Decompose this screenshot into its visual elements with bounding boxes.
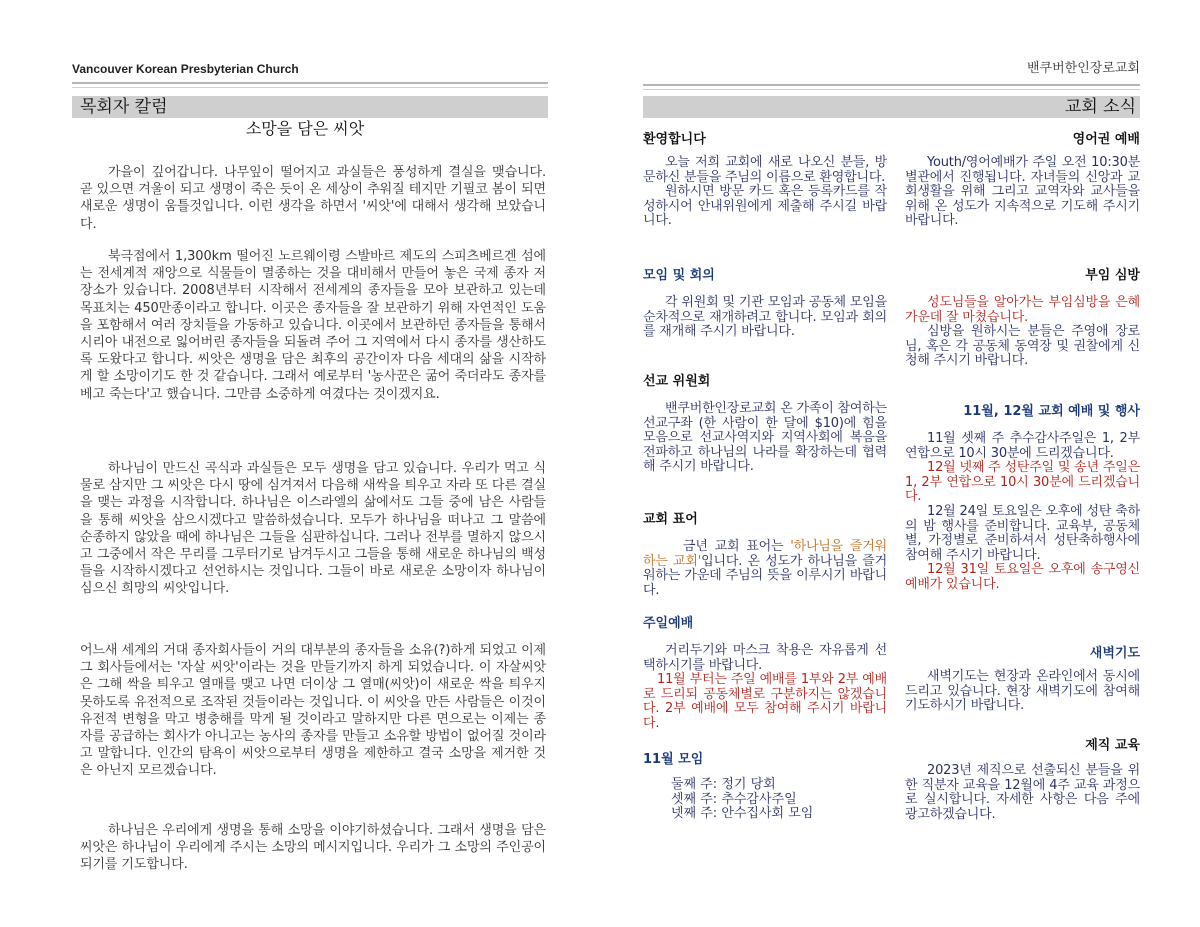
news-heading: 영어권 예배 [1072,132,1140,147]
news-heading: 11월 모임 [643,752,704,767]
paragraph-2: 북극점에서 1,300km 떨어진 노르웨이령 스발바르 제도의 스피츠베르겐 섬에는 전세계적 재앙으로 식물들이 멸종하는 것을 대비해서 만들어 놓은 국제 종자 저장소가 있습니다. 2008년부터 시작해서 전세계의 종자들을 모아 보관하고 있는데 목표치는 450만종이라고 합니다. 이곳은 종자들을 잘 보관하기 위해 자연적인 도움을 포함해서 여러 장치들을 가동하고 있습니다. 이곳에서 보관하던 종자들을 통해서 시리아 내전으로 잃어버린 종자들을 되돌려 주어 그 지역에서 다시 종자를 생산하도록 도왔다고 합니다. 씨앗은 생명을 담은 최후의 공간이자 다음 세대의 삶을 시작하게 할 소망이기도 한 것 같습니다. 그래서 예로부터 '농사꾼은 굶어 죽더라도 종자를 베고 죽는다'고 했습니다. 그만큼 소중하게 여겼다는 것이겠지요. [80,249,546,402]
news-officer-training [905,736,1140,822]
news-dawn-prayer [905,644,1140,714]
news-text: 오늘 저희 교회에 새로 나오신 분들, 방문하신 분들을 주님의 이름으로 환영합니다. [643,155,887,185]
header-rule [643,84,1140,90]
news-text: 2023년 제직으로 선출되신 분들을 위한 직분자 교육을 12월에 4주 교육 과정으로 실시합니다. 자세한 사항은 다음 주에 광고하겠습니다. [905,763,1140,822]
paragraph-1: 가을이 깊어갑니다. 나무잎이 떨어지고 과실들은 풍성하게 결실을 맺습니다. 곧 있으면 겨울이 되고 생명이 죽은 듯이 온 세상이 추워질 테지만 기필코 봄이 되면 새로운 생명이 움틀것입니다. 이런 생각을 하면서 '씨앗'에 대해서 생각해 보았습니다. [80,165,546,232]
left-page [72,60,548,873]
news-text: 11월 셋째 주 추수감사주일은 1, 2부 연합으로 10시 30분에 드리겠습니다. [905,431,1140,461]
meeting-list [643,778,887,822]
header-rule [72,82,548,88]
news-text-red: 11월 부터는 주일 예배를 1부와 2부 예배로 드리되 공동체별로 구분하지는 않겠습니다. 2부 예배에 모두 참여해 주시기 바랍니다. [643,672,887,731]
news-heading: 교회 표어 [643,512,698,527]
news-heading: 환영합니다 [643,132,706,147]
news-mission [643,372,887,475]
column-title: 소망을 담은 씨앗 [245,119,365,138]
section-church-news: 교회 소식 [643,96,1140,118]
news-november [643,750,887,822]
news-text-red: 성도님들을 알아가는 부임심방을 은혜 가운데 잘 마쳤습니다. [905,295,1140,325]
news-text: 새벽기도는 현장과 온라인에서 동시에 드리고 있습니다. 현장 새벽기도에 참여해 기도하시기 바랍니다. [905,669,1140,714]
news-heading: 선교 위원회 [643,374,711,389]
list-item: 둘째 주: 정기 당회 [671,777,776,792]
news-heading: 모임 및 회의 [643,268,715,283]
paragraph-5: 하나님은 우리에게 생명을 통해 소망을 이야기하셨습니다. 그래서 생명을 담은 씨앗은 하나님이 우리에게 주시는 소망의 메시지입니다. 우리가 그 소망의 주인공이 되기를 기도합니다. [80,823,546,873]
list-item: 넷째 주: 안수집사회 모임 [671,806,814,822]
church-name-english: Vancouver Korean Presbyterian Church [72,62,299,76]
news-text: 각 위원회 및 기관 모임과 공동체 모임을 순차적으로 재개하려고 합니다. 모임과 회의를 재개해 주시기 바랍니다. [643,295,887,340]
news-heading: 부임 심방 [1085,268,1140,283]
news-welcome [643,130,887,229]
news-text: 원하시면 방문 카드 혹은 등록카드를 작성하시어 안내위원에게 제출해 주시길 바랍니다. [643,184,887,229]
news-text: 거리두기와 마스크 착용은 자유롭게 선택하시기를 바랍니다. [643,643,887,673]
news-english-worship [905,130,1140,229]
section-pastor-column: 목회자 칼럼 [72,96,548,118]
news-events [905,402,1140,593]
news-text: Youth/영어예배가 주일 오전 10:30분 별관에서 진행됩니다. 자녀들의 신앙과 교회생활을 위해 그리고 교역자와 교사들을 위해 온 성도가 지속적으로 기도해 주시기 바랍니다. [905,155,1140,229]
news-heading: 11월, 12월 교회 예배 및 행사 [963,404,1140,419]
news-text: 밴쿠버한인장로교회 온 가족이 참여하는 선교구좌 (한 사람이 한 달에 $10)에 힘을 모음으로 선교사역지와 지역사회에 복음을 전파하고 하나님의 나라를 확장하는데 협력해 주시기 바랍니다. [643,401,887,475]
paragraph-3: 하나님이 만드신 곡식과 과실들은 모두 생명을 담고 있습니다. 우리가 먹고 식물로 삼지만 그 씨앗은 다시 땅에 심겨져서 다음해 새싹을 틔우고 자라 또 다른 결실을 맺는 과정을 시작합니다. 하나님은 이스라엘의 삶에서도 그들 중에 남은 사람들을 통해 씨앗을 삼으시겠다고 말씀하셨습니다. 모두가 하나님을 떠나고 그 말씀에 순종하지 않았을 때에 하나님은 그들을 심판하십니다. 그러나 전부를 멸하지 않으시고 그중에서 작은 무리를 그루터기로 남겨두시고 그들을 통해 새로운 하나님의 백성들을 시작하시겠다고 선언하시는 것입니다. 그들이 바로 새로운 소망이자 하나님이 심으신 희망의 씨앗입니다. [80,461,546,597]
news-heading: 주일예배 [643,616,694,631]
news-text-red: 12월 넷째 주 성탄주일 및 송년 주일은 1, 2부 연합으로 10시 30분에 드리겠습니다. [905,460,1140,505]
church-name-korean: 밴쿠버한인장로교회 [1026,61,1140,76]
news-heading: 새벽기도 [1089,646,1140,661]
paragraph-4: 어느새 세계의 거대 종자회사들이 거의 대부분의 종자들을 소유(?)하게 되었고 이제 그 회사들에서는 '자살 씨앗'이라는 것을 만들기까지 하게 되었습니다. 이 자살씨앗은 그해 싹을 틔우고 열매를 맺고 나면 더이상 그 열매(씨앗)이 새로운 싹을 틔우지 못하도록 유전적으로 조작된 것들이라는 것입니다. 이 씨앗을 만든 사람들은 이것이 유전적 변형을 막고 병충해를 막게 될 것이라고 말하지만 다른 면으로는 이제는 종자를 공급하는 회사가 아니고는 농사의 종자를 만들고 소유할 방법이 없어질 것이라고 말합니다. 인간의 탐욕이 씨앗으로부터 생명을 제한하고 결국 소망을 제거한 것은 아닌지 모르겠습니다. [80,643,546,779]
news-text: 금년 교회 표어는 '하나님을 즐거워하는 교회'입니다. 온 성도가 하나님을 즐거워하는 가운데 주님의 뜻을 이루시기 바랍니다. [643,539,887,598]
news-text: 12월 24일 토요일은 오후에 성탄 축하의 밤 행사를 준비합니다. 교육부, 공동체별, 가정별로 준비하셔서 성탄축하행사에 참여해 주시기 바랍니다. [905,503,1140,563]
news-sunday [643,614,887,732]
news-heading: 제직 교육 [1085,738,1140,753]
news-meetings [643,266,887,340]
news-text-red: 12월 31일 토요일은 오후에 송구영신예배가 있습니다. [905,562,1140,592]
news-motto [643,510,887,598]
right-page [643,60,1140,822]
news-text: 심방을 원하시는 분들은 주영애 장로님, 혹은 각 공동체 동역장 및 권찰에게 신청해 주시기 바랍니다. [905,324,1140,369]
news-pastoral-visit [905,266,1140,369]
motto-highlight: '하나님을 즐거워하는 교회' [643,539,887,569]
list-item: 셋째 주: 추수감사주일 [671,791,797,807]
